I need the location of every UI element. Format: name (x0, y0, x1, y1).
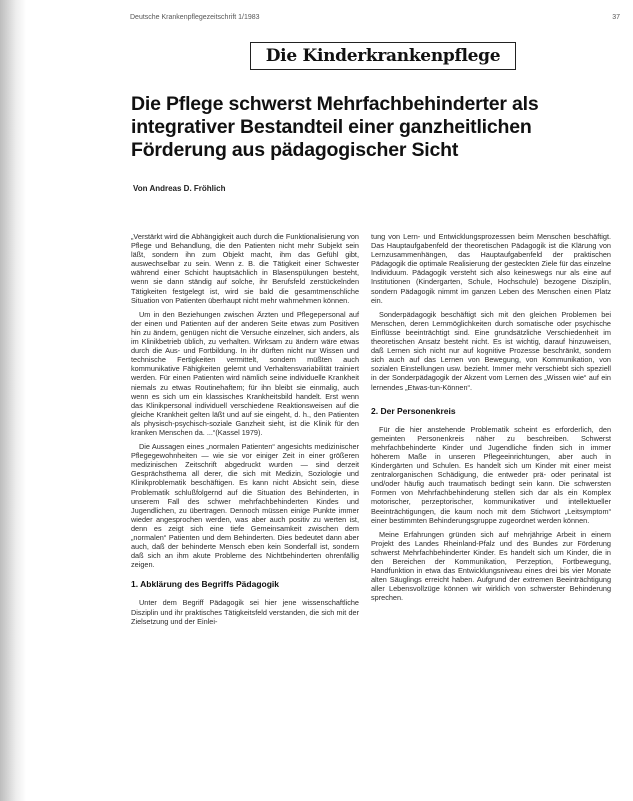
section-heading: 2. Der Personenkreis (371, 405, 456, 416)
title-line: Die Pflege schwerst Mehrfachbehinderter als (131, 93, 539, 115)
page-number: 37 (612, 14, 620, 21)
paragraph: Meine Erfahrungen gründen sich auf mehrjährige Arbeit in einem Projekt des Landes Rheinland-Pfalz und des Bundes zur Förderung schwerst Mehrfachbehinderter Kinder. Es handelt sich um Kinder, die in den Bereichen der Kommunikation, Perzeption, Fortbewegung, Handfunktion in etwa das Entwicklungsniveau eines drei bis vier Monate alten Säuglings erreicht haben. Aufgrund der extremen Beeinträchtigung aller Lebensvollzüge können wir wirklich von schwerster Behinderung sprechen. (371, 529, 611, 603)
title-line: Förderung aus pädagogischer Sicht (131, 139, 459, 161)
paragraph: Unter dem Begriff Pädagogik sei hier jene wissenschaftliche Disziplin und ihr praktisches Tätigkeitsfeld verstanden, die sich mit der Zielsetzung und der Einlei- (131, 598, 359, 626)
title-line: integrativer Bestandteil einer ganzheitlichen (131, 116, 532, 138)
journal-name: Deutsche Krankenpflegezeitschrift 1/1983 (130, 14, 260, 21)
section-title: Die Kinderkrankenpflege (250, 42, 516, 70)
paragraph: Die Aussagen eines „normalen Patienten“ angesichts medizinischer Pflegegewohnheiten — wie sie vor einiger Zeit in einer größeren medizinischen Zeitschrift abgedruckt wurden — sind derzeit Gesprächsthema all derer, die sich mit Medizin, Soziologie und Klinikproblematik beschäftigen. Es kann nicht Absicht sein, diese Problematik schlußfolgernd auf die Situation des Behinderten, in unserem Fall des schwer mehrfachbehinderten Kindes und Jugendlichen, zu übertragen. Dennoch müssen einige Punkte immer wieder angesprochen werden, was aber auch positiv zu werten ist, denn es zeigt sich eine tiefe Gemeinsamkeit zwischen dem „normalen“ Patienten und dem Behinderten. Dies bedeutet dann aber auch, daß der behinderte Mensch eben kein Sonderfall ist, sondern daß sich an ihm akute Probleme des Nichtbehinderten ohrenfällig zeigen. (131, 442, 359, 570)
section-heading: 1. Abklärung des Begriffs Pädagogik (131, 579, 279, 590)
left-column (131, 232, 359, 631)
scan-page-edge (0, 0, 26, 801)
article-title (131, 93, 611, 162)
paragraph: Um in den Beziehungen zwischen Ärzten und Pflegepersonal auf der einen und Patienten auf der anderen Seite etwas zum Positiven hin zu ändern, genügen nicht die Versuche einzelner, sich anders, als im Klinikbetrieb üblich, zu verhalten. Wirksam zu ändern wäre etwas durch die Aus- und Fortbildung. In ihr dürften nicht nur Wissen und technische Fertigkeiten vermittelt, sondern müßten auch kommunikative Fähigkeiten gelernt und Verhaltensvariabilität trainiert werden. Für einen Patienten wird nämlich seine individuelle Krankheit niemals zu etwas Routinehaftem; für ihn bleibt sie einmalig, auch wenn es sich um ein klassisches Krankheitsbild handelt. Erst wenn das Klinikpersonal individuell verschiedene Reaktionsweisen auf die gleiche Krankheit gelten läßt und auf sie eingeht, d. h., den Patienten als physisch-psychisch-soziale Ganzheit sieht, ist die Klinik für den kranken Menschen da. ...“(Kassel 1979). (131, 309, 359, 437)
running-head (130, 14, 620, 21)
author-byline: Von Andreas D. Fröhlich (133, 184, 226, 193)
paragraph: „Verstärkt wird die Abhängigkeit auch durch die Funktionalisierung von Pflege und Behandlung, die den Patienten nicht mehr Subjekt sein läßt, sondern ihn zum Objekt macht, ihm das Gefühl gibt, auswechselbar zu sein. Wenn z. B. die Tätigkeit einer Schwester während einer Schicht hauptsächlich in Blasenspülungen besteht, wenn sie dann ständig auf solche, ihr Berufsfeld zerstückelnden Tätigkeiten festgelegt ist, wird sie bald die gesamtmenschliche Situation von Patienten überhaupt nicht mehr wahrnehmen können. (131, 232, 359, 305)
right-column (371, 232, 611, 607)
paragraph: Sonderpädagogik beschäftigt sich mit den gleichen Problemen bei Menschen, deren Lernmöglichkeiten durch somatische oder psychische Einflüsse beeinträchtigt sind. Eine grundsätzliche Verschiedenheit im theoretischen Ansatz besteht nicht. Es ist wichtig, darauf hinzuweisen, daß Lernen sich nicht nur auf kognitive Prozesse beschränkt, sondern sich auch auf das Lernen von Bewegung, von Kommunikation, von sozialen Einstellungen usw. bezieht. Immer mehr verschiebt sich speziell in der Sonderpädagogik der Akzent vom Lernen des „Wissen wie“ auf ein lernendes „Etwas-tun-Können“. (371, 309, 611, 392)
paragraph: tung von Lern- und Entwicklungsprozessen beim Menschen beschäftigt. Das Hauptaufgabenfeld der theoretischen Pädagogik ist die Klärung von Lernzusammenhängen, das Hauptaufgabenfeld der praktischen Pädagogik die optimale Realisierung der gesteckten Ziele für das einzelne Individuum. Pädagogik versteht sich also keineswegs nur als eine auf Institutionen (Kindergarten, Schule, Hochschule) bezogene Disziplin, sondern Pädagogik nimmt im ganzen Leben des Menschen einen Platz ein. (371, 232, 611, 305)
paragraph: Für die hier anstehende Problematik scheint es erforderlich, den gemeinten Personenkreis näher zu beschreiben. Schwerst mehrfachbehinderte Kinder und Jugendliche finden sich in immer höherem Maße in unseren Pflegeeinrichtungen, aber auch in Kindergärten und Schulen. Es handelt sich um Kinder mit einer meist zentralorganischen Schädigung, die entweder prä- oder perinatal ist und/oder häufig auch traumatisch bedingt sein kann. Die schwersten Formen von Mehrfachbehinderung stellen sich dar als ein Komplex motorischer, perzeptorischer, kommunikativer und intellektueller Beeinträchtigungen, die kaum noch mit dem Stichwort „Leitsymptom“ einer bestimmten Behinderungsgruppe zugeordnet werden können. (371, 424, 611, 525)
